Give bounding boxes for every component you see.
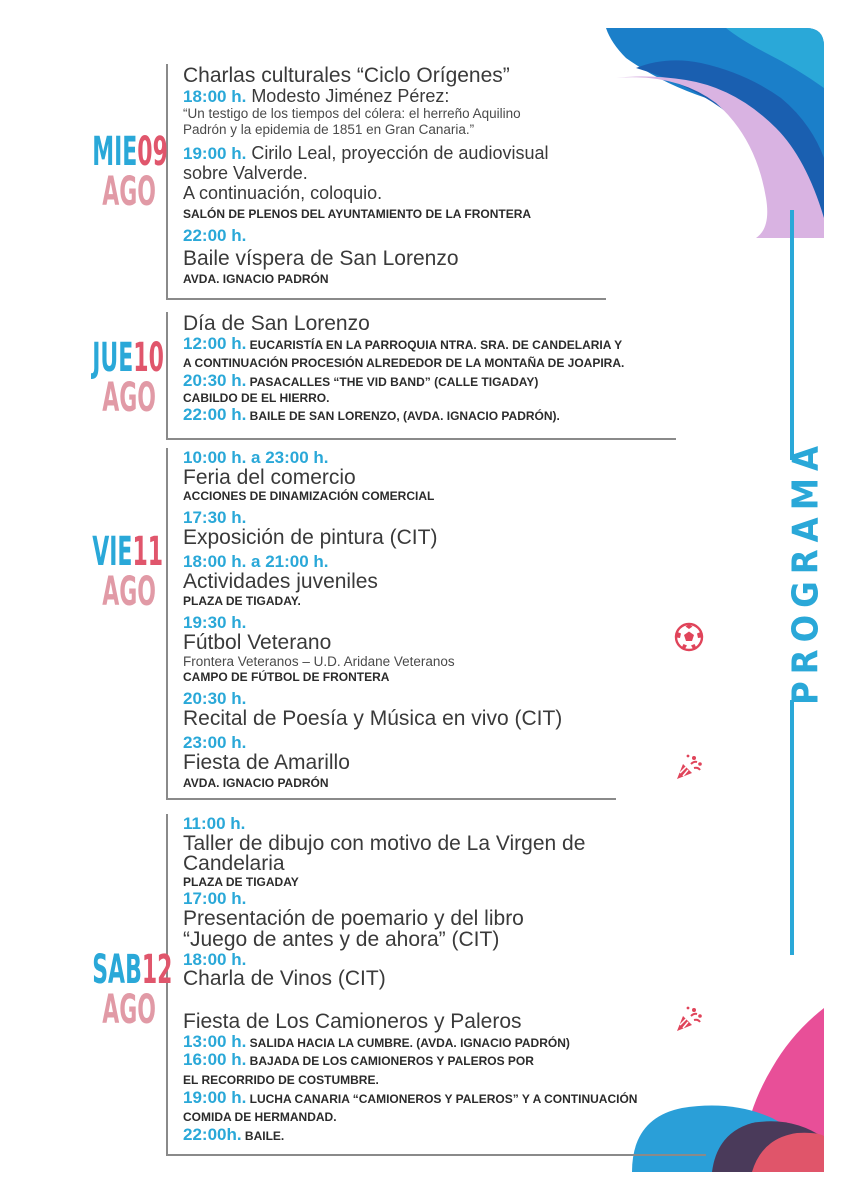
event-heading: Fiesta de Amarillo <box>183 751 350 774</box>
event-text: A continuación, coloquio. <box>183 183 383 203</box>
event-text: A CONTINUACIÓN PROCESIÓN ALREDEDOR DE LA MONTAÑA DE JOAPIRA. <box>183 356 625 370</box>
decorative-wave-top <box>606 28 824 238</box>
event-line <box>183 1050 534 1070</box>
date-label-vie <box>92 529 164 615</box>
day-number: 10 <box>133 335 164 381</box>
event-heading: Charla de Vinos (CIT) <box>183 967 386 990</box>
party-popper-icon <box>674 1004 704 1034</box>
event-time: 18:00 h. <box>183 950 247 969</box>
event-heading: Charlas culturales “Ciclo Orígenes” <box>183 64 510 87</box>
event-time: 11:00 h. <box>183 814 246 833</box>
event-time: 23:00 h. <box>183 733 247 752</box>
date-label-sab <box>92 947 173 1033</box>
side-rule-bottom <box>790 700 794 955</box>
event-text: PASACALLES “THE VID BAND” (CALLE TIGADAY) <box>246 375 539 389</box>
event-time: 22:00h. <box>183 1125 242 1144</box>
day-number: 11 <box>132 529 164 575</box>
event-time: 20:30 h. <box>183 689 247 708</box>
event-text: BAJADA DE LOS CAMIONEROS Y PALEROS POR <box>246 1054 534 1068</box>
event-text: sobre Valverde. <box>183 163 308 183</box>
event-line <box>183 1088 637 1108</box>
event-time: 10:00 h. a 23:00 h. <box>183 448 329 467</box>
event-line <box>183 143 548 164</box>
date-label-mie <box>92 129 168 215</box>
event-time: 16:00 h. <box>183 1050 247 1069</box>
event-place: AVDA. IGNACIO PADRÓN <box>183 272 329 286</box>
event-place: CAMPO DE FÚTBOL DE FRONTERA <box>183 670 390 684</box>
event-place: PLAZA DE TIGADAY <box>183 875 299 889</box>
event-subtext: Frontera Veteranos – U.D. Aridane Veteranos <box>183 654 455 669</box>
event-place: PLAZA DE TIGADAY. <box>183 594 301 608</box>
event-place: SALÓN DE PLENOS DEL AYUNTAMIENTO DE LA FRONTERA <box>183 207 532 221</box>
event-text: SALIDA HACIA LA CUMBRE. (AVDA. IGNACIO PADRÓN) <box>246 1036 570 1050</box>
event-time: 19:00 h. <box>183 1088 247 1107</box>
event-text: EL RECORRIDO DE COSTUMBRE. <box>183 1073 379 1087</box>
event-time: 17:30 h. <box>183 508 247 527</box>
programa-title: PROGRAMA <box>785 438 827 706</box>
event-text: LUCHA CANARIA “CAMIONEROS Y PALEROS” Y A CONTINUACIÓN <box>246 1092 638 1106</box>
event-place: ACCIONES DE DINAMIZACIÓN COMERCIAL <box>183 489 435 503</box>
football-icon <box>674 622 704 652</box>
event-time: 18:00 h. <box>183 87 247 106</box>
event-time: 19:00 h. <box>183 144 247 163</box>
event-line <box>183 86 449 107</box>
event-text: COMIDA DE HERMANDAD. <box>183 1110 337 1124</box>
quote-line: Padrón y la epidemia de 1851 en Gran Canaria.” <box>183 122 475 137</box>
event-line <box>183 1032 570 1052</box>
event-line <box>183 334 622 354</box>
event-text: Cirilo Leal, proyección de audiovisual <box>246 143 549 163</box>
event-text: Modesto Jiménez Pérez: <box>246 86 450 106</box>
month: AGO <box>102 375 156 421</box>
event-time: 12:00 h. <box>183 334 247 353</box>
event-line <box>183 371 538 391</box>
event-heading: Fútbol Veterano <box>183 631 332 654</box>
day-number: 12 <box>141 947 173 993</box>
event-line <box>183 405 560 425</box>
quote-line: “Un testigo de los tiempos del cólera: el herreño Aquilino <box>183 106 521 121</box>
event-heading: Fiesta de Los Camioneros y Paleros <box>183 1010 522 1033</box>
month: AGO <box>102 569 156 615</box>
weekday: MIE <box>92 129 138 175</box>
day-number: 09 <box>137 129 168 175</box>
event-time: 18:00 h. a 21:00 h. <box>183 552 329 571</box>
event-heading: Candelaria <box>183 852 285 875</box>
event-heading: Taller de dibujo con motivo de La Virgen de <box>183 832 586 855</box>
date-label-jue <box>92 335 164 421</box>
weekday: VIE <box>92 529 133 575</box>
party-popper-icon <box>674 752 704 782</box>
event-heading: “Juego de antes y de ahora” (CIT) <box>183 928 500 951</box>
event-heading: Día de San Lorenzo <box>183 312 370 335</box>
weekday: JUE <box>92 335 134 381</box>
month: AGO <box>102 987 156 1033</box>
event-place: CABILDO DE EL HIERRO. <box>183 391 330 405</box>
event-heading: Actividades juveniles <box>183 570 378 593</box>
event-text: BAILE. <box>241 1129 285 1143</box>
event-time: 19:30 h. <box>183 613 247 632</box>
event-heading: Baile víspera de San Lorenzo <box>183 247 459 270</box>
event-heading: Presentación de poemario y del libro <box>183 907 524 930</box>
weekday: SAB <box>92 947 142 993</box>
event-heading: Feria del comercio <box>183 466 356 489</box>
event-line <box>183 1125 284 1145</box>
event-time: 17:00 h. <box>183 889 247 908</box>
event-time: 22:00 h. <box>183 226 247 245</box>
event-text: BAILE DE SAN LORENZO, (AVDA. IGNACIO PADRÓN). <box>246 409 560 423</box>
event-heading: Recital de Poesía y Música en vivo (CIT) <box>183 707 563 730</box>
event-text: EUCARISTÍA EN LA PARROQUIA NTRA. SRA. DE CANDELARIA Y <box>246 338 623 352</box>
event-time: 20:30 h. <box>183 371 247 390</box>
month: AGO <box>102 169 156 215</box>
side-rule-top <box>790 210 794 460</box>
event-time: 22:00 h. <box>183 405 247 424</box>
event-place: AVDA. IGNACIO PADRÓN <box>183 776 329 790</box>
event-time: 13:00 h. <box>183 1032 247 1051</box>
event-heading: Exposición de pintura (CIT) <box>183 526 438 549</box>
